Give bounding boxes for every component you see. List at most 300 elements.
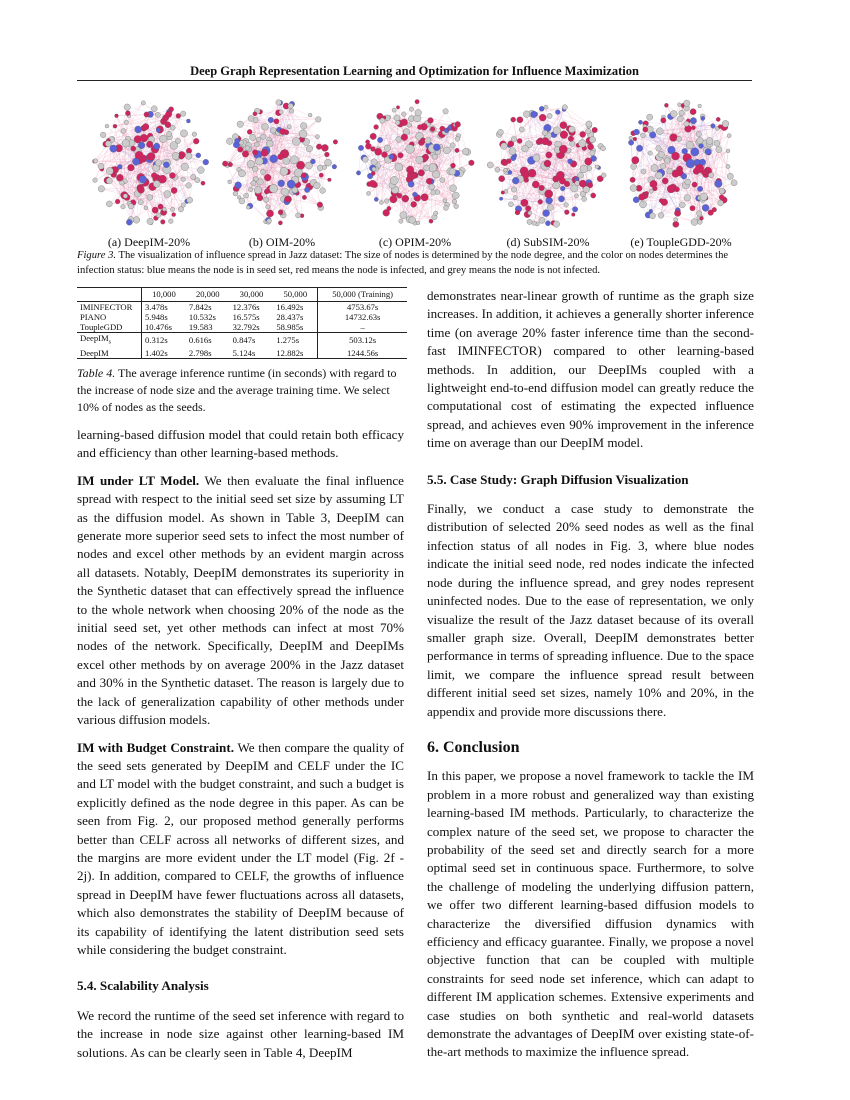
graph-node [660, 163, 666, 169]
graph-node [165, 111, 171, 117]
graph-node [670, 111, 677, 118]
graph-node [553, 221, 559, 227]
table-cell: 1.275s [276, 335, 300, 346]
graph-node [237, 121, 243, 127]
graph-node [384, 199, 389, 204]
graph-node [322, 165, 326, 169]
paragraph: demonstrates near-linear growth of runtime as the graph size increases. In addition, it achieves a generally shorter inference time (on average 20% faster inference time than the second-fast IMINFECTOR) compared to other learning-based methods. In addition, our DeepIMs coupled with a lightweight end-to-end diffusion model can greatly reduce the computational cost of estimating the expected influence spread, and achieves even 90% improvement in the inference time on average than our DeepIM model. [427, 288, 754, 451]
figure-3-label: Figure 3. [77, 250, 117, 261]
graph-node [697, 138, 703, 144]
graph-node [325, 152, 330, 157]
graph-node [228, 180, 232, 184]
graph-node [245, 146, 250, 151]
graph-node [528, 211, 532, 215]
graph-node [691, 148, 699, 156]
graph-node [186, 183, 192, 189]
graph-node [278, 180, 285, 187]
graph-node [372, 167, 376, 171]
graph-node [246, 206, 250, 210]
graph-node [580, 131, 586, 137]
graph-node [98, 163, 104, 169]
graph-node [186, 119, 190, 123]
graph-node [128, 164, 135, 171]
graph-node [292, 137, 300, 145]
graph-node [187, 197, 193, 203]
graph-node [682, 148, 688, 154]
table-header-cell: 10,000 [142, 288, 186, 302]
graph-node [542, 130, 547, 135]
graph-node [242, 151, 249, 158]
graph-node [125, 111, 130, 116]
graph-panel-oim [215, 92, 349, 257]
graph-node [156, 213, 161, 218]
graph-node [362, 157, 368, 163]
graph-node [674, 210, 680, 216]
graph-node [455, 137, 460, 142]
graph-node [691, 126, 695, 130]
graph-node [455, 148, 459, 152]
subcaption-touplegdd: (e) ToupleGDD-20% [630, 235, 732, 249]
graph-node [525, 206, 531, 212]
graph-node [406, 166, 413, 173]
table-cell: 0.312s [142, 333, 186, 348]
graph-node [93, 178, 98, 183]
graph-node [553, 182, 560, 189]
graph-node [147, 218, 153, 224]
graph-node [651, 164, 658, 171]
graph-node [160, 135, 168, 143]
graph-node [564, 210, 569, 215]
graph-node [255, 157, 263, 165]
figure-3-caption-text: The visualization of influence spread in Jazz dataset: The size of nodes is determined by the node degree, and the color on nodes determines the infection status: blue means the node is in seed set, red means the node is infected, and grey means the node is not infected. [77, 250, 729, 276]
running-header: Deep Graph Representation Learning and Optimization for Influence Maximization [190, 64, 639, 78]
network-graph-oim [219, 96, 345, 232]
graph-node [498, 129, 504, 135]
table-4-label: Table 4. [77, 366, 116, 380]
graph-node [244, 193, 249, 198]
graph-node [314, 182, 321, 189]
graph-node [409, 107, 413, 111]
graph-node [394, 115, 400, 121]
graph-node [661, 199, 668, 206]
graph-node [539, 106, 544, 111]
graph-node [630, 185, 637, 192]
graph-node [266, 210, 273, 217]
graph-node [100, 132, 106, 138]
graph-node [155, 112, 160, 117]
graph-node [319, 173, 323, 177]
graph-node [179, 154, 184, 159]
graph-node [511, 117, 516, 122]
graph-node [396, 137, 402, 143]
table-cell: 503.12s [318, 333, 407, 348]
graph-node [631, 164, 637, 170]
graph-node [115, 114, 119, 118]
graph-node [399, 219, 403, 223]
graph-node [539, 114, 546, 121]
graph-node [685, 179, 691, 185]
graph-node [712, 207, 717, 212]
graph-node [586, 129, 591, 134]
graph-panel-subsim [481, 92, 615, 257]
graph-node [664, 103, 668, 107]
graph-node [691, 219, 698, 226]
graph-node [306, 145, 313, 152]
graph-node [144, 206, 148, 210]
graph-node [601, 173, 606, 178]
table-cell: – [318, 322, 407, 333]
graph-node [425, 137, 431, 143]
graph-node [523, 111, 530, 118]
graph-node [511, 155, 516, 160]
graph-node [400, 212, 407, 219]
row-label: ToupleGDD [77, 322, 142, 333]
graph-node [517, 139, 522, 144]
table-cell: 10.532s [188, 312, 216, 322]
subcaption-oim: (b) OIM-20% [248, 235, 316, 249]
graph-node [284, 196, 290, 202]
graph-node [664, 158, 670, 164]
graph-node [511, 136, 517, 142]
graph-node [105, 141, 111, 147]
graph-node [172, 152, 180, 160]
graph-node [261, 134, 266, 139]
graph-node [553, 127, 561, 135]
graph-node [670, 134, 678, 142]
graph-node [697, 186, 702, 191]
graph-node [123, 194, 128, 199]
graph-node [383, 209, 390, 216]
table-cell: 3.478s [142, 302, 186, 313]
table-row [77, 302, 407, 313]
graph-node [116, 174, 123, 181]
graph-node [706, 137, 713, 144]
graph-node [106, 201, 112, 207]
graph-node [543, 210, 550, 217]
graph-node [686, 159, 695, 168]
graph-node [254, 186, 261, 193]
graph-node [503, 168, 507, 172]
graph-node [701, 116, 705, 120]
graph-node [572, 213, 576, 217]
graph-node [544, 160, 551, 167]
right-column [427, 287, 754, 1071]
graph-node [532, 221, 536, 225]
graph-node [276, 100, 282, 106]
graph-node [667, 185, 675, 193]
graph-node [678, 103, 682, 107]
graph-node [144, 112, 149, 117]
graph-node [392, 108, 396, 112]
graph-node [432, 154, 437, 159]
graph-node [695, 164, 704, 173]
graph-node [545, 190, 553, 198]
graph-node [570, 141, 575, 146]
graph-node [171, 187, 177, 193]
graph-node [263, 197, 269, 203]
run-in-heading: IM under LT Model. [77, 472, 200, 488]
graph-node [264, 189, 269, 194]
graph-node [684, 100, 690, 106]
graph-node [547, 204, 553, 210]
graph-node [650, 213, 656, 219]
graph-node [649, 189, 653, 193]
graph-node [163, 207, 167, 211]
graph-node [681, 173, 687, 179]
graph-node [559, 178, 566, 185]
graph-node [708, 173, 713, 178]
graph-node [143, 124, 149, 130]
graph-node [325, 159, 332, 166]
graph-node [261, 149, 268, 156]
graph-node [181, 177, 186, 182]
graph-node [416, 156, 424, 164]
graph-node [278, 221, 282, 225]
graph-node [278, 154, 284, 160]
graph-node [169, 219, 174, 224]
graph-node [588, 144, 594, 150]
graph-node [656, 128, 663, 135]
graph-node [395, 163, 403, 171]
table-header-cell [77, 288, 142, 302]
graph-node [674, 218, 678, 222]
table-cell: 10.476s [142, 322, 186, 333]
graph-node [135, 126, 142, 133]
table-cell: 28.437s [276, 312, 304, 322]
graph-node [639, 194, 646, 201]
graph-node [658, 151, 664, 157]
graph-node [267, 219, 272, 224]
graph-node [722, 120, 729, 127]
graph-node [402, 195, 409, 202]
graph-node [133, 217, 140, 224]
graph-node [585, 158, 592, 165]
paragraph-budget [77, 739, 404, 960]
graph-node [454, 204, 459, 209]
graph-node [281, 188, 289, 196]
graph-node [254, 142, 259, 147]
graph-node [296, 213, 301, 218]
graph-node [390, 176, 398, 184]
graph-node [696, 131, 702, 137]
graph-node [640, 201, 647, 208]
table-row [77, 348, 407, 359]
graph-node [533, 154, 540, 161]
graph-node [332, 164, 337, 169]
graph-node [522, 145, 529, 152]
graph-node [601, 146, 606, 151]
graph-node [406, 145, 415, 154]
graph-node [636, 145, 642, 151]
table-4-caption-text: The average inference runtime (in seconds) with regard to the increase of node size and the average training time. We select 10% of nodes as the seeds. [77, 366, 397, 414]
graph-node [527, 219, 532, 224]
graph-node [299, 130, 307, 138]
graph-node [648, 151, 652, 155]
graph-node [164, 191, 171, 198]
graph-node [545, 221, 550, 226]
table-cell: 0.616s [188, 335, 212, 346]
graph-node [513, 196, 517, 200]
graph-edge [455, 125, 462, 171]
graph-node [440, 126, 445, 131]
graph-node [377, 137, 382, 142]
graph-node [595, 165, 599, 169]
graph-node [401, 119, 408, 126]
graph-node [677, 116, 683, 122]
graph-node [253, 112, 257, 116]
table-row [77, 312, 407, 322]
graph-node [672, 152, 680, 160]
graph-node [155, 160, 161, 166]
graph-node [138, 187, 145, 194]
graph-node [424, 165, 430, 171]
table-header-cell: 20,000 [186, 288, 230, 302]
graph-node [698, 104, 702, 108]
graph-node [369, 180, 376, 187]
graph-node [662, 178, 668, 184]
graph-node [278, 210, 283, 215]
graph-node [254, 177, 259, 182]
table-cell: 32.792s [230, 322, 274, 333]
graph-node [367, 192, 371, 196]
table-row [77, 333, 407, 348]
graph-node [450, 143, 455, 148]
graph-node [512, 177, 519, 184]
graph-node [304, 187, 310, 193]
graph-node [650, 180, 657, 187]
graph-node [401, 134, 408, 141]
row-label: PIANO [80, 312, 107, 322]
table-cell: 4753.67s [318, 302, 407, 313]
graph-node [519, 127, 524, 132]
graph-node [700, 216, 704, 220]
table-row [77, 322, 407, 333]
graph-node [501, 143, 508, 150]
graph-node [124, 104, 130, 110]
subcaption-subsim: (d) SubSIM-20% [506, 235, 590, 249]
graph-node [672, 170, 680, 178]
graph-node [633, 137, 637, 141]
graph-node [564, 203, 569, 208]
graph-node [443, 206, 448, 211]
graph-node [591, 193, 596, 198]
graph-node [667, 168, 673, 174]
graph-node [169, 107, 174, 112]
graph-node [158, 204, 163, 209]
graph-node [389, 154, 394, 159]
graph-node [499, 197, 502, 200]
graph-node [539, 217, 545, 223]
graph-node [443, 199, 447, 203]
graph-node [509, 148, 516, 155]
table-cell: 5.124s [230, 348, 274, 359]
graph-node [262, 123, 269, 130]
graph-node [156, 128, 160, 132]
graph-node [287, 125, 291, 129]
left-column [77, 426, 404, 1071]
graph-node [684, 195, 691, 202]
graph-node [417, 125, 422, 130]
graph-node [501, 191, 505, 195]
graph-node [679, 202, 685, 208]
graph-node [115, 199, 120, 204]
graph-node [398, 153, 404, 159]
graph-node [572, 207, 577, 212]
graph-node [374, 197, 378, 201]
graph-node [415, 109, 422, 116]
graph-node [690, 206, 695, 211]
graph-node [699, 143, 704, 148]
graph-node [715, 180, 723, 188]
graph-node [192, 132, 197, 137]
section-heading-5-5: 5.5. Case Study: Graph Diffusion Visualization [427, 471, 689, 487]
graph-node [166, 131, 171, 136]
graph-node [726, 164, 730, 168]
graph-node [719, 195, 724, 200]
graph-node [300, 123, 307, 130]
graph-node [515, 210, 520, 215]
graph-node [151, 106, 157, 112]
graph-node [568, 159, 573, 164]
graph-node [308, 113, 312, 117]
graph-node [185, 153, 192, 160]
graph-node [711, 124, 716, 129]
graph-node [440, 178, 445, 183]
graph-node [532, 181, 539, 188]
graph-node [146, 141, 153, 148]
graph-node [301, 173, 306, 178]
graph-node [531, 111, 538, 118]
paragraph-text: We then evaluate the final influence spread with respect to the initial seed set size by assuming LT as the diffusion model. As shown in Table 3, DeepIM can generate more superior seed sets to infect the most number of nodes and excel other methods by an evident margin across all datasets. Notably, DeepIM demonstrates its superiority in the Synthetic dataset that can effectively spread the influence to the whole network when choosing 20% of the node as the initial seed set, yet other methods can infect at most 70% nodes of the network. Specifically, DeepIM and DeepIMs excel other methods by on average 200% in the Jazz dataset and 30% in the Synthetic dataset. The reason is largely due to the lack of generalization capability of other methods under various diffusion models. [77, 472, 404, 728]
graph-node [395, 121, 400, 126]
row-label-text: DeepIM [80, 333, 109, 343]
graph-node [316, 117, 322, 123]
graph-node [181, 163, 189, 171]
graph-node [517, 117, 523, 123]
graph-node [128, 203, 134, 209]
graph-node [536, 139, 541, 144]
graph-node [499, 176, 505, 182]
graph-node [316, 144, 322, 150]
graph-node [416, 221, 420, 225]
graph-node [578, 173, 584, 179]
graph-node [379, 201, 383, 205]
table-header-cell: 50,000 (Training) [318, 288, 407, 302]
graph-node [643, 127, 648, 132]
graph-node [196, 153, 201, 158]
graph-node [469, 160, 475, 166]
graph-node [365, 143, 371, 149]
graph-node [120, 181, 125, 186]
graph-node [547, 113, 552, 118]
graph-node [629, 136, 633, 140]
graph-node [582, 197, 587, 202]
table-cell: 16.492s [276, 302, 304, 312]
graph-node [528, 169, 536, 177]
graph-node [731, 180, 737, 186]
table-cell: 1.402s [142, 348, 186, 359]
graph-node [521, 199, 528, 206]
figure-3-caption [77, 248, 755, 278]
graph-node [700, 193, 708, 201]
graph-node [434, 211, 438, 215]
subcaption-deepim: (a) DeepIM-20% [107, 235, 191, 249]
table-header-cell: 30,000 [230, 288, 274, 302]
graph-node [702, 204, 709, 211]
graph-node [508, 170, 512, 174]
graph-node [638, 120, 642, 124]
graph-node [222, 161, 227, 166]
